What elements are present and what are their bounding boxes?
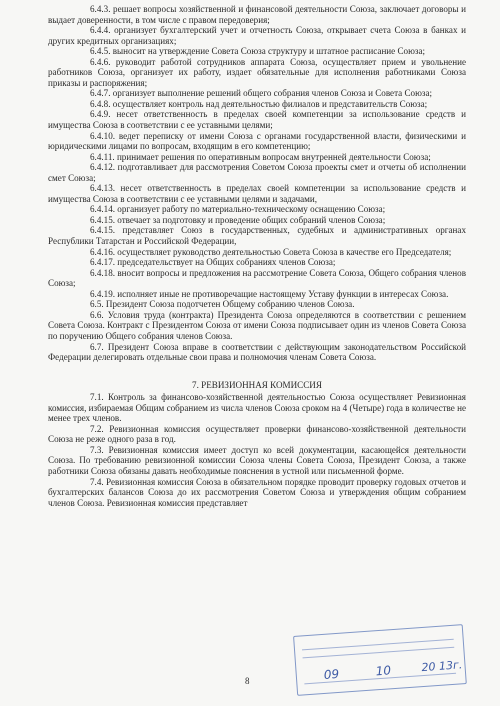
- clause-6-4-16: 6.4.16. осуществляет руководство деятельностью Совета Союза в качестве его Председателя;: [90, 246, 452, 257]
- clause-6-4-9: 6.4.9. несет ответственность в пределах своей компетенции за использование средств и имущества Союза в соответствии с ее уставными целями;: [48, 109, 466, 131]
- clause-6-5: 6.5. Президент Союза подотчетен Общему собранию членов Союза.: [90, 299, 355, 310]
- page-number: 8: [245, 676, 250, 686]
- section-title: 7. РЕВИЗИОННАЯ КОМИССИЯ: [192, 379, 322, 390]
- clause-6-4-15b: 6.4.15. представляет Союз в государственных, судебных и административных органах Республики Татарстан и Российской Федерации,: [48, 225, 466, 247]
- clause-6-4-13: 6.4.13. несет ответственность в пределах своей компетенции за использование средств и имущества Союза в соответствии с ее уставными целями и задачами,: [48, 183, 466, 204]
- clause-6-4-14: 6.4.14. организует работу по материально-техническому оснащению Союза;: [90, 204, 386, 215]
- document-body: [48, 4, 466, 508]
- stamp-day: 09: [323, 666, 340, 682]
- clause-6-7: 6.7. Президент Союза вправе в соответствии с действующим законодательством Российской Федерации делегировать отдельные свои права и полномочия членам Совета Союза.: [48, 341, 466, 363]
- clause-7-4: 7.4. Ревизионная комиссия Союза в обязательном порядке проводит проверку годовых отчетов и бухгалтерских балансов Союза до их рассмотрения Советом Союза и утверждения общим собранием членов Союза. Ревизионная комиссия представляет: [48, 476, 466, 508]
- clause-7-2: 7.2. Ревизионная комиссия осуществляет проверки финансово-хозяйственной деятельности Союза не реже одного раза в год.: [48, 423, 466, 445]
- clause-6-4-12: 6.4.12. подготавливает для рассмотрения Советом Союза проекты смет и отчеты об исполнении смет Союза;: [48, 162, 466, 183]
- clause-6-4-3: 6.4.3. решает вопросы хозяйственной и финансовой деятельности Союза, заключает договоры и выдает доверенности, в том числе с правом передоверия;: [48, 4, 466, 25]
- clause-6-4-17: 6.4.17. председательствует на Общих собраниях членов Союза;: [90, 257, 336, 268]
- registration-stamp: [293, 624, 467, 698]
- clause-6-6: 6.6. Условия труда (контракта) Президента Союза определяются в соответствии с решением Совета Союза. Контракт с Президентом Союза от имени Союза подписывает один из членов Совета Союза по поручению Общего собрания членов Союза.: [48, 309, 466, 341]
- clause-6-4-4: 6.4.4. организует бухгалтерский учет и отчетность Союза, открывает счета Союза в банках и других кредитных организациях;: [48, 25, 466, 46]
- clause-7-1: 7.1. Контроль за финансово-хозяйственной деятельностью Союза осуществляет Ревизионная комиссия, избираемая Общим собранием из числа членов Союза сроком на 4 (Четыре) года в количестве не менее трех членов.: [48, 392, 466, 424]
- clause-6-4-10: 6.4.10. ведет переписку от имени Союза с органами государственной власти, физическими и юридическими лицами по вопросам, входящим в его компетенцию;: [48, 130, 466, 152]
- stamp-year: 20 13г.: [421, 658, 463, 675]
- clause-6-4-8: 6.4.8. осуществляет контроль над деятельностью филиалов и представительств Союза;: [90, 98, 428, 109]
- clause-6-4-6: 6.4.6. руководит работой сотрудников аппарата Союза, осуществляет прием и увольнение работников Союза, организует их работу, издает обязательные для исполнения работниками Союза приказы и распоряжения;: [48, 56, 466, 88]
- clause-6-4-5: 6.4.5. выносит на утверждение Совета Союза структуру и штатное расписание Союза;: [90, 46, 426, 57]
- clause-6-4-19: 6.4.19. исполняет иные не противоречащие настоящему Уставу функции в интересах Союза.: [90, 288, 449, 299]
- stamp-month: 10: [375, 663, 392, 679]
- clause-6-4-18: 6.4.18. вносит вопросы и предложения на рассмотрение Совета Союза, Общего собрания членов Союза;: [48, 267, 466, 289]
- clause-6-4-11: 6.4.11. принимает решения по оперативным вопросам внутренней деятельности Союза;: [90, 151, 431, 162]
- clause-7-3: 7.3. Ревизионная комиссия имеет доступ ко всей документации, касающейся деятельности Союза. По требованию ревизионной комиссии Союза члены Совета Союза, Президент Союза, а также работники Союза обязаны давать необходимые пояснения в устной или письменной форме.: [48, 444, 466, 476]
- clause-6-4-7: 6.4.7. организует выполнение решений общего собрания членов Союза и Совета Союза;: [90, 88, 433, 99]
- clause-6-4-15a: 6.4.15. отвечает за подготовку и проведение общих собраний членов Союза;: [90, 214, 386, 225]
